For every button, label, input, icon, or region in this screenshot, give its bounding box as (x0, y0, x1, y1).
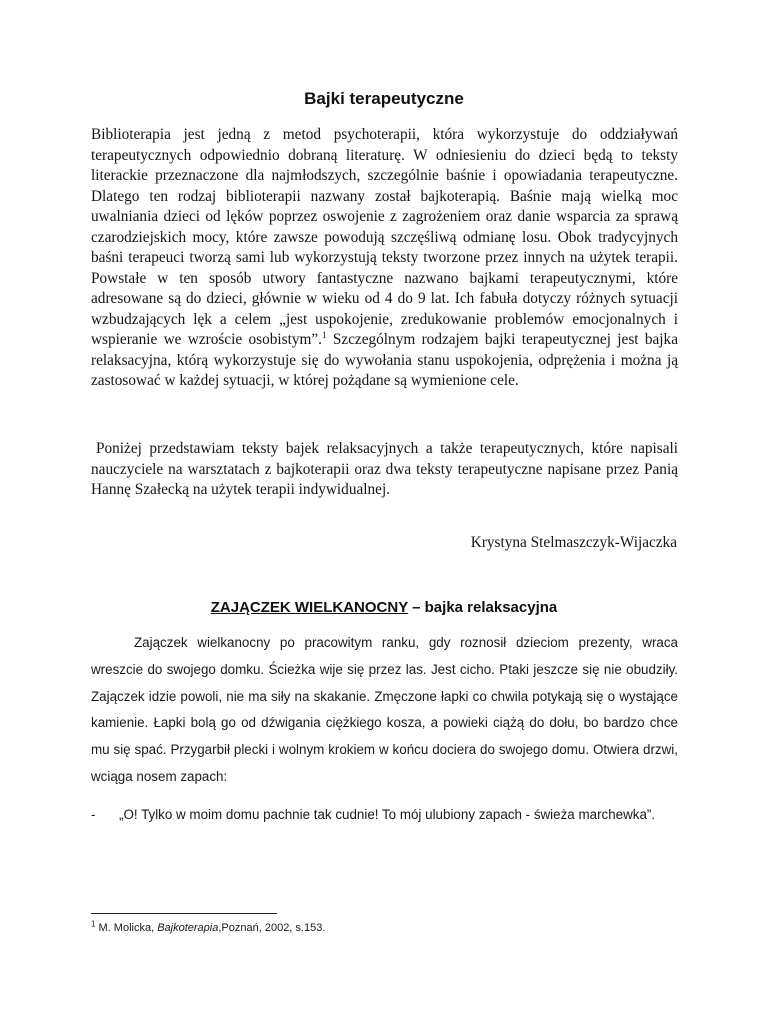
author-signature: Krystyna Stelmaszczyk-Wijaczka (470, 534, 677, 551)
footnote (91, 920, 325, 936)
story-title-subtitle: – bajka relaksacyjna (407, 599, 558, 616)
story-title-main: ZAJĄCZEK WIELKANOCNY (210, 599, 408, 616)
footnote-separator (91, 913, 277, 914)
footnote-reference: 1 (322, 329, 327, 340)
intro-text: Biblioterapia jest jedną z metod psychoterapii, która wykorzystuje do oddziaływań terapeutycznych odpowiednio dobraną literaturę. W odniesieniu do dzieci będą to teksty literackie przeznaczone dla najmłodszych, szczególnie baśnie i opowiadania terapeutyczne. Dlatego ten rodzaj biblioterapii nazwany został bajkoterapią. Baśnie mają wielką moc uwalniania dzieci od lęków poprzez oswojenie z zagrożeniem oraz danie wsparcia za sprawą czarodziejskich mocy, które zawsze powodują szczęśliwą odmianę losu. Obok tradycyjnych baśni terapeuci tworzą sami lub wykorzystują teksty tworzone przez innych na użytek terapii. Powstałe w ten sposób utwory fantastyczne nazwano bajkami terapeutycznymi, które adresowane są do dzieci, głównie w wieku od 4 do 9 lat. Ich fabuła dotyczy różnych sytuacji wzbudzających lęk a celem „jest uspokojenie, zredukowanie problemów emocjonalnych i wspieranie we wzroście osobistym”. (91, 126, 678, 348)
story-dialogue (91, 802, 678, 829)
footnote-details: ,Poznań, 2002, s.153. (218, 922, 326, 934)
story-body (91, 630, 678, 791)
intro-paragraph (91, 125, 678, 392)
second-paragraph-text: Poniżej przedstawiam teksty bajek relaksacyjnych a także terapeutycznych, które napisali nauczyciele na warsztatach z bajkoterapii oraz dwa teksty terapeutyczne napisane przez Panią Hannę Szałecką na użytek terapii indywidualnej. (91, 440, 678, 498)
footnote-author: M. Molicka, (98, 922, 158, 934)
dialogue-text: „O! Tylko w moim domu pachnie tak cudnie! To mój ulubiony zapach - świeża marchewka”. (119, 807, 656, 822)
intro-text-continuation: Szczególnym rodzajem bajki terapeutycznej jest bajka relaksacyjna, którą wykorzystuje się do wywołania stanu uspokojenia, odprężenia i można ją zastosować w każdej sytuacji, w której pożądane są wymienione cele. (91, 331, 678, 389)
footnote-book-title: Bajkoterapia (157, 922, 219, 934)
footnote-mark: 1 (91, 919, 96, 929)
story-title (0, 598, 768, 618)
page-title: Bajki terapeutyczne (304, 89, 464, 108)
story-paragraph: Zajączek wielkanocny po pracowitym ranku, gdy roznosił dzieciom prezenty, wraca wreszcie do swojego domku. Ścieżka wije się przez las. Jest cicho. Ptaki jeszcze się nie obudziły. Zajączek idzie powoli, nie ma siły na skakanie. Zmęczone łapki co chwila potykają się o wystające kamienie. Łapki bolą go od dźwigania ciężkiego kosza, a powieki ciążą do dołu, bo bardzo chce mu się spać. Przygarbił plecki i wolnym krokiem w końcu dociera do swojego domu. Otwiera drzwi, wciąga nosem zapach: (91, 635, 678, 784)
second-paragraph (91, 439, 678, 501)
dialogue-dash: - (91, 807, 96, 822)
